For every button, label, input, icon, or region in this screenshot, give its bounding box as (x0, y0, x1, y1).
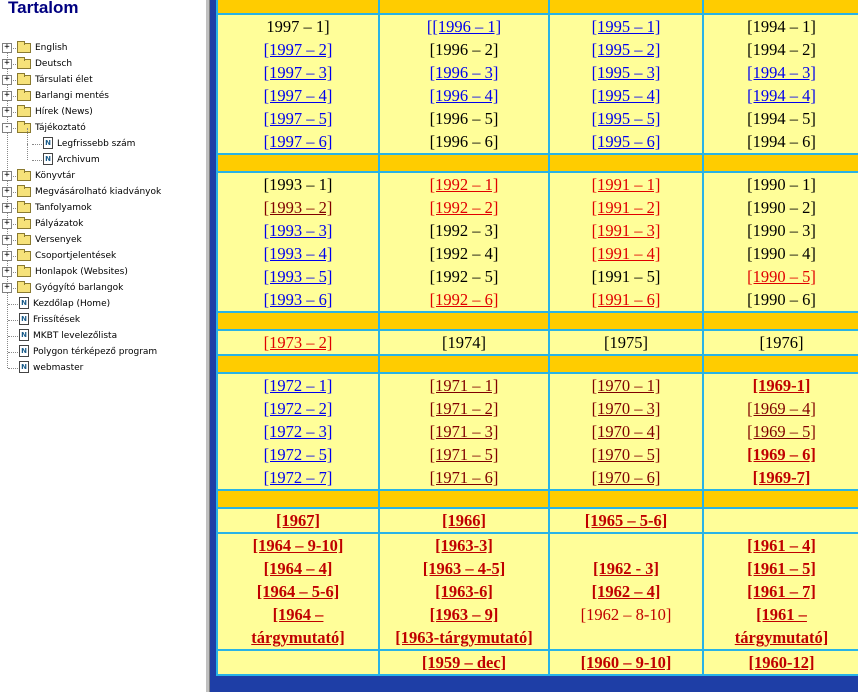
issue-label: [1976] (759, 333, 804, 352)
folder-icon (17, 123, 31, 133)
issue-link[interactable]: [1996 – 3] (429, 63, 499, 82)
issue-label: [1994 – 6] (747, 132, 816, 151)
issue-link[interactable]: [1997 – 5] (263, 109, 333, 128)
year-cell (703, 533, 858, 650)
band-cell (379, 312, 549, 330)
tree-item-label: Társulati élet (35, 75, 93, 85)
folder-icon (17, 171, 31, 181)
issue-link[interactable]: [[1996 – 1] (426, 17, 502, 36)
issue-link[interactable]: [1992 – 1] (429, 175, 499, 194)
folder-icon (17, 43, 31, 53)
issue-label: [1975] (604, 333, 648, 352)
issue-row (217, 172, 858, 312)
year-cell (217, 650, 379, 675)
tree-connector-line (8, 368, 18, 369)
expand-icon[interactable]: + (2, 283, 12, 293)
issue-link[interactable]: [1991 – 6] (591, 290, 661, 309)
issue-link[interactable]: [1993 – 3] (263, 221, 333, 240)
issue-link[interactable]: [1964 – (272, 605, 324, 624)
year-cell (379, 330, 549, 355)
issue-link[interactable]: [1969 – 4] (747, 399, 816, 418)
issue-link[interactable]: [1972 – 1] (263, 376, 333, 395)
issue-link[interactable]: [1995 – 6] (591, 132, 661, 151)
tree-branch-line (27, 128, 28, 144)
issue-link[interactable]: [1970 – 5] (591, 445, 661, 464)
archive-table (216, 0, 858, 676)
issue-link[interactable]: [1997 – 6] (263, 132, 333, 151)
issue-label: [1996 – 5] (429, 109, 499, 128)
issue-link[interactable]: [1991 – 2] (591, 198, 661, 217)
issue-label: [1994 – 2] (747, 40, 816, 59)
issue-link[interactable]: [1969-7] (752, 468, 811, 487)
document-icon: N (43, 137, 53, 149)
issue-link[interactable]: [1970 – 6] (591, 468, 661, 487)
issue-row (217, 14, 858, 154)
issue-label: [1993 – 1] (263, 175, 333, 194)
band-cell (703, 355, 858, 373)
tree-item-label: Hírek (News) (35, 107, 93, 117)
tree-item-label: MKBT levelezőlista (33, 331, 118, 341)
tree-item-label: Pályázatok (35, 219, 84, 229)
issue-link[interactable]: [1971 – 2] (429, 399, 499, 418)
issue-link[interactable]: [1969-1] (752, 376, 811, 395)
issue-row (217, 650, 858, 675)
folder-icon (17, 91, 31, 101)
folder-icon (17, 283, 31, 293)
issue-link[interactable]: [1960 – 9-10] (580, 653, 672, 672)
issue-link[interactable]: [1996 – 4] (429, 86, 499, 105)
separator-band-row (217, 154, 858, 172)
issue-link[interactable]: [1970 – 4] (591, 422, 661, 441)
tree-item-label: Megvásárolható kiadványok (35, 187, 162, 197)
expand-icon[interactable]: + (2, 235, 12, 245)
tree-connector-line (32, 144, 42, 145)
band-cell (549, 154, 703, 172)
tree-connector-line (8, 320, 18, 321)
issue-row (217, 533, 858, 650)
issue-link[interactable]: [1961 – (756, 605, 807, 624)
tree-item-label: Csoportjelentések (35, 251, 117, 261)
separator-band-row (217, 312, 858, 330)
band-cell (703, 154, 858, 172)
band-cell (379, 0, 549, 14)
year-cell (549, 373, 703, 490)
issue-link[interactable]: [1963-tárgymutató] (395, 628, 533, 647)
year-cell (217, 508, 379, 533)
expand-icon[interactable]: + (2, 43, 12, 53)
issue-label: 1997 – 1] (266, 17, 330, 36)
expand-icon[interactable]: + (2, 219, 12, 229)
band-cell (549, 0, 703, 14)
expand-icon[interactable]: + (2, 91, 12, 101)
issue-link[interactable]: [1994 – 3] (747, 63, 816, 82)
issue-link[interactable]: [1960-12] (748, 653, 815, 672)
issue-link[interactable]: [1961 – 5] (747, 559, 816, 578)
issue-row (217, 508, 858, 533)
band-cell (549, 355, 703, 373)
year-cell (217, 330, 379, 355)
folder-icon (17, 187, 31, 197)
issue-label: [1992 – 5] (429, 267, 499, 286)
year-cell (703, 172, 858, 312)
issue-link[interactable]: tárgymutató] (251, 628, 345, 647)
issue-link[interactable]: tárgymutató] (734, 628, 829, 647)
year-cell (703, 14, 858, 154)
tree-connector-line (8, 336, 18, 337)
issue-link[interactable]: [1995 – 1] (591, 17, 661, 36)
issue-link[interactable]: [1994 – 4] (747, 86, 816, 105)
issue-label: [1990 – 3] (747, 221, 816, 240)
issue-link[interactable]: [1992 – 2] (429, 198, 499, 217)
issue-link[interactable]: [1991 – 3] (591, 221, 661, 240)
nav-title: Tartalom (8, 0, 79, 17)
year-cell (379, 650, 549, 675)
folder-icon (17, 75, 31, 85)
band-cell (703, 490, 858, 508)
issue-link[interactable]: [1991 – 4] (591, 244, 661, 263)
year-cell (549, 650, 703, 675)
issue-label: [1992 – 3] (429, 221, 499, 240)
issue-link[interactable]: [1964 – 5-6] (256, 582, 340, 601)
issue-label: [1990 – 6] (747, 290, 816, 309)
issue-link[interactable]: [1971 – 3] (429, 422, 499, 441)
band-cell (703, 0, 858, 14)
collapse-icon[interactable]: - (2, 123, 12, 133)
band-cell (217, 312, 379, 330)
issue-link[interactable]: [1993 – 5] (263, 267, 333, 286)
issue-label: [1990 – 4] (747, 244, 816, 263)
folder-icon (17, 219, 31, 229)
issue-label: [1962 – 8-10] (580, 605, 672, 624)
tree-item-label: Tájékoztató (35, 123, 86, 133)
issue-link[interactable]: [1995 – 3] (591, 63, 661, 82)
issue-link[interactable]: [1972 – 7] (263, 468, 333, 487)
expand-icon[interactable]: + (2, 59, 12, 69)
tree-item-label: Tanfolyamok (35, 203, 92, 213)
issue-link[interactable]: [1997 – 3] (263, 63, 333, 82)
issue-link[interactable]: [1963 – 9] (429, 605, 499, 624)
issue-label: [1996 – 2] (429, 40, 499, 59)
year-cell (217, 14, 379, 154)
band-cell (379, 154, 549, 172)
issue-row (217, 373, 858, 490)
issue-link[interactable]: [1964 – 9-10] (252, 536, 344, 555)
year-cell (703, 373, 858, 490)
issue-link[interactable]: [1995 – 2] (591, 40, 661, 59)
expand-icon[interactable]: + (2, 187, 12, 197)
issue-label: [1996 – 6] (429, 132, 499, 151)
issue-link[interactable]: [1961 – 4] (747, 536, 816, 555)
year-cell (549, 172, 703, 312)
document-icon: N (19, 297, 29, 309)
tree-item-label: Frissítések (33, 315, 81, 325)
issue-link[interactable]: [1969 – 5] (747, 422, 816, 441)
navigation-pane (0, 0, 205, 692)
issue-link[interactable]: [1990 – 5] (747, 267, 816, 286)
issue-link[interactable]: [1963-3] (435, 536, 493, 555)
issue-link[interactable]: [1959 – dec] (421, 653, 507, 672)
tree-connector-line (8, 352, 18, 353)
expand-icon[interactable]: + (2, 75, 12, 85)
folder-icon (17, 203, 31, 213)
issue-link[interactable]: [1967] (276, 511, 320, 530)
year-cell (217, 172, 379, 312)
year-cell (217, 373, 379, 490)
band-cell (549, 490, 703, 508)
archive-frame (210, 0, 858, 692)
folder-icon (17, 267, 31, 277)
issue-link[interactable]: [1970 – 3] (591, 399, 661, 418)
year-cell (549, 330, 703, 355)
issue-link[interactable]: [1971 – 5] (429, 445, 499, 464)
issue-label: [1994 – 5] (747, 109, 816, 128)
folder-icon (17, 235, 31, 245)
year-cell (379, 508, 549, 533)
folder-icon (17, 107, 31, 117)
year-cell (549, 508, 703, 533)
year-cell (379, 373, 549, 490)
document-icon: N (19, 313, 29, 325)
tree-item-label: Deutsch (35, 59, 73, 69)
issue-label: [1990 – 1] (747, 175, 816, 194)
year-cell (379, 172, 549, 312)
document-icon: N (19, 361, 29, 373)
year-cell (703, 508, 858, 533)
issue-link[interactable]: [1997 – 2] (263, 40, 333, 59)
issue-link[interactable]: [1962 - 3] (593, 559, 659, 578)
issue-link[interactable]: [1964 – 4] (263, 559, 333, 578)
tree-connector-line (32, 160, 42, 161)
band-cell (217, 490, 379, 508)
tree-item-label: Honlapok (Websites) (35, 267, 128, 277)
expand-icon[interactable]: + (2, 203, 12, 213)
tree-item-label: Legfrissebb szám (57, 139, 136, 149)
band-cell (703, 312, 858, 330)
document-icon: N (43, 153, 53, 165)
issue-link[interactable]: [1972 – 2] (263, 399, 333, 418)
issue-link[interactable]: [1966] (442, 511, 486, 530)
year-cell (703, 650, 858, 675)
issue-link[interactable]: [1962 – 4] (591, 582, 661, 601)
issue-link[interactable]: [1971 – 6] (429, 468, 499, 487)
year-cell (379, 533, 549, 650)
year-cell (549, 14, 703, 154)
issue-link[interactable]: [1969 – 6] (747, 445, 816, 464)
folder-icon (17, 59, 31, 69)
issue-link[interactable]: [1973 – 2] (263, 333, 333, 352)
separator-band-row (217, 490, 858, 508)
document-icon: N (19, 345, 29, 357)
band-cell (217, 355, 379, 373)
document-icon: N (19, 329, 29, 341)
band-cell (379, 490, 549, 508)
issue-label: [1990 – 2] (747, 198, 816, 217)
issue-row (217, 330, 858, 355)
issue-link[interactable]: [1963 – 4-5] (422, 559, 506, 578)
tree-item-label: Archivum (57, 155, 100, 165)
issue-link[interactable]: [1961 – 7] (747, 582, 816, 601)
issue-link[interactable]: [1992 – 6] (429, 290, 499, 309)
tree-item-label: Versenyek (35, 235, 82, 245)
band-cell (379, 355, 549, 373)
issue-link[interactable]: [1993 – 4] (263, 244, 333, 263)
issue-label: [1974] (442, 333, 486, 352)
band-cell (549, 312, 703, 330)
issue-label: [1992 – 4] (429, 244, 499, 263)
issue-link[interactable]: [1971 – 1] (429, 376, 499, 395)
issue-link[interactable]: [1995 – 5] (591, 109, 661, 128)
issue-link[interactable]: [1972 – 5] (263, 445, 333, 464)
band-cell (217, 0, 379, 14)
tree-branch-line (27, 144, 28, 160)
issue-link[interactable]: [1972 – 3] (263, 422, 333, 441)
tree-item-label: English (35, 43, 68, 53)
issue-link[interactable]: [1993 – 6] (263, 290, 333, 309)
issue-link[interactable]: [1965 – 5-6] (584, 511, 668, 530)
tree-item-label: Gyógyító barlangok (35, 283, 124, 293)
issue-label: [1994 – 1] (747, 17, 816, 36)
year-cell (379, 14, 549, 154)
tree-item-label: Polygon térképező program (33, 347, 158, 357)
expand-icon[interactable]: + (2, 251, 12, 261)
expand-icon[interactable]: + (2, 171, 12, 181)
folder-icon (17, 251, 31, 261)
tree-connector-line (8, 304, 18, 305)
issue-link[interactable]: [1995 – 4] (591, 86, 661, 105)
year-cell (217, 533, 379, 650)
expand-icon[interactable]: + (2, 107, 12, 117)
separator-band-row (217, 355, 858, 373)
tree-item-label: Barlangi mentés (35, 91, 109, 101)
year-cell (549, 533, 703, 650)
tree-item-label: Kezdőlap (Home) (33, 299, 111, 309)
issue-link[interactable]: [1997 – 4] (263, 86, 333, 105)
year-cell (703, 330, 858, 355)
separator-band-row (217, 0, 858, 14)
issue-link[interactable]: [1970 – 1] (591, 376, 661, 395)
issue-link[interactable]: [1993 – 2] (263, 198, 333, 217)
expand-icon[interactable]: + (2, 267, 12, 277)
issue-link[interactable]: [1963-6] (435, 582, 493, 601)
band-cell (217, 154, 379, 172)
issue-link[interactable]: [1991 – 1] (591, 175, 661, 194)
issue-label: [1991 – 5] (591, 267, 661, 286)
tree-item-label: Könyvtár (35, 171, 76, 181)
tree-item-label: webmaster (33, 363, 84, 373)
